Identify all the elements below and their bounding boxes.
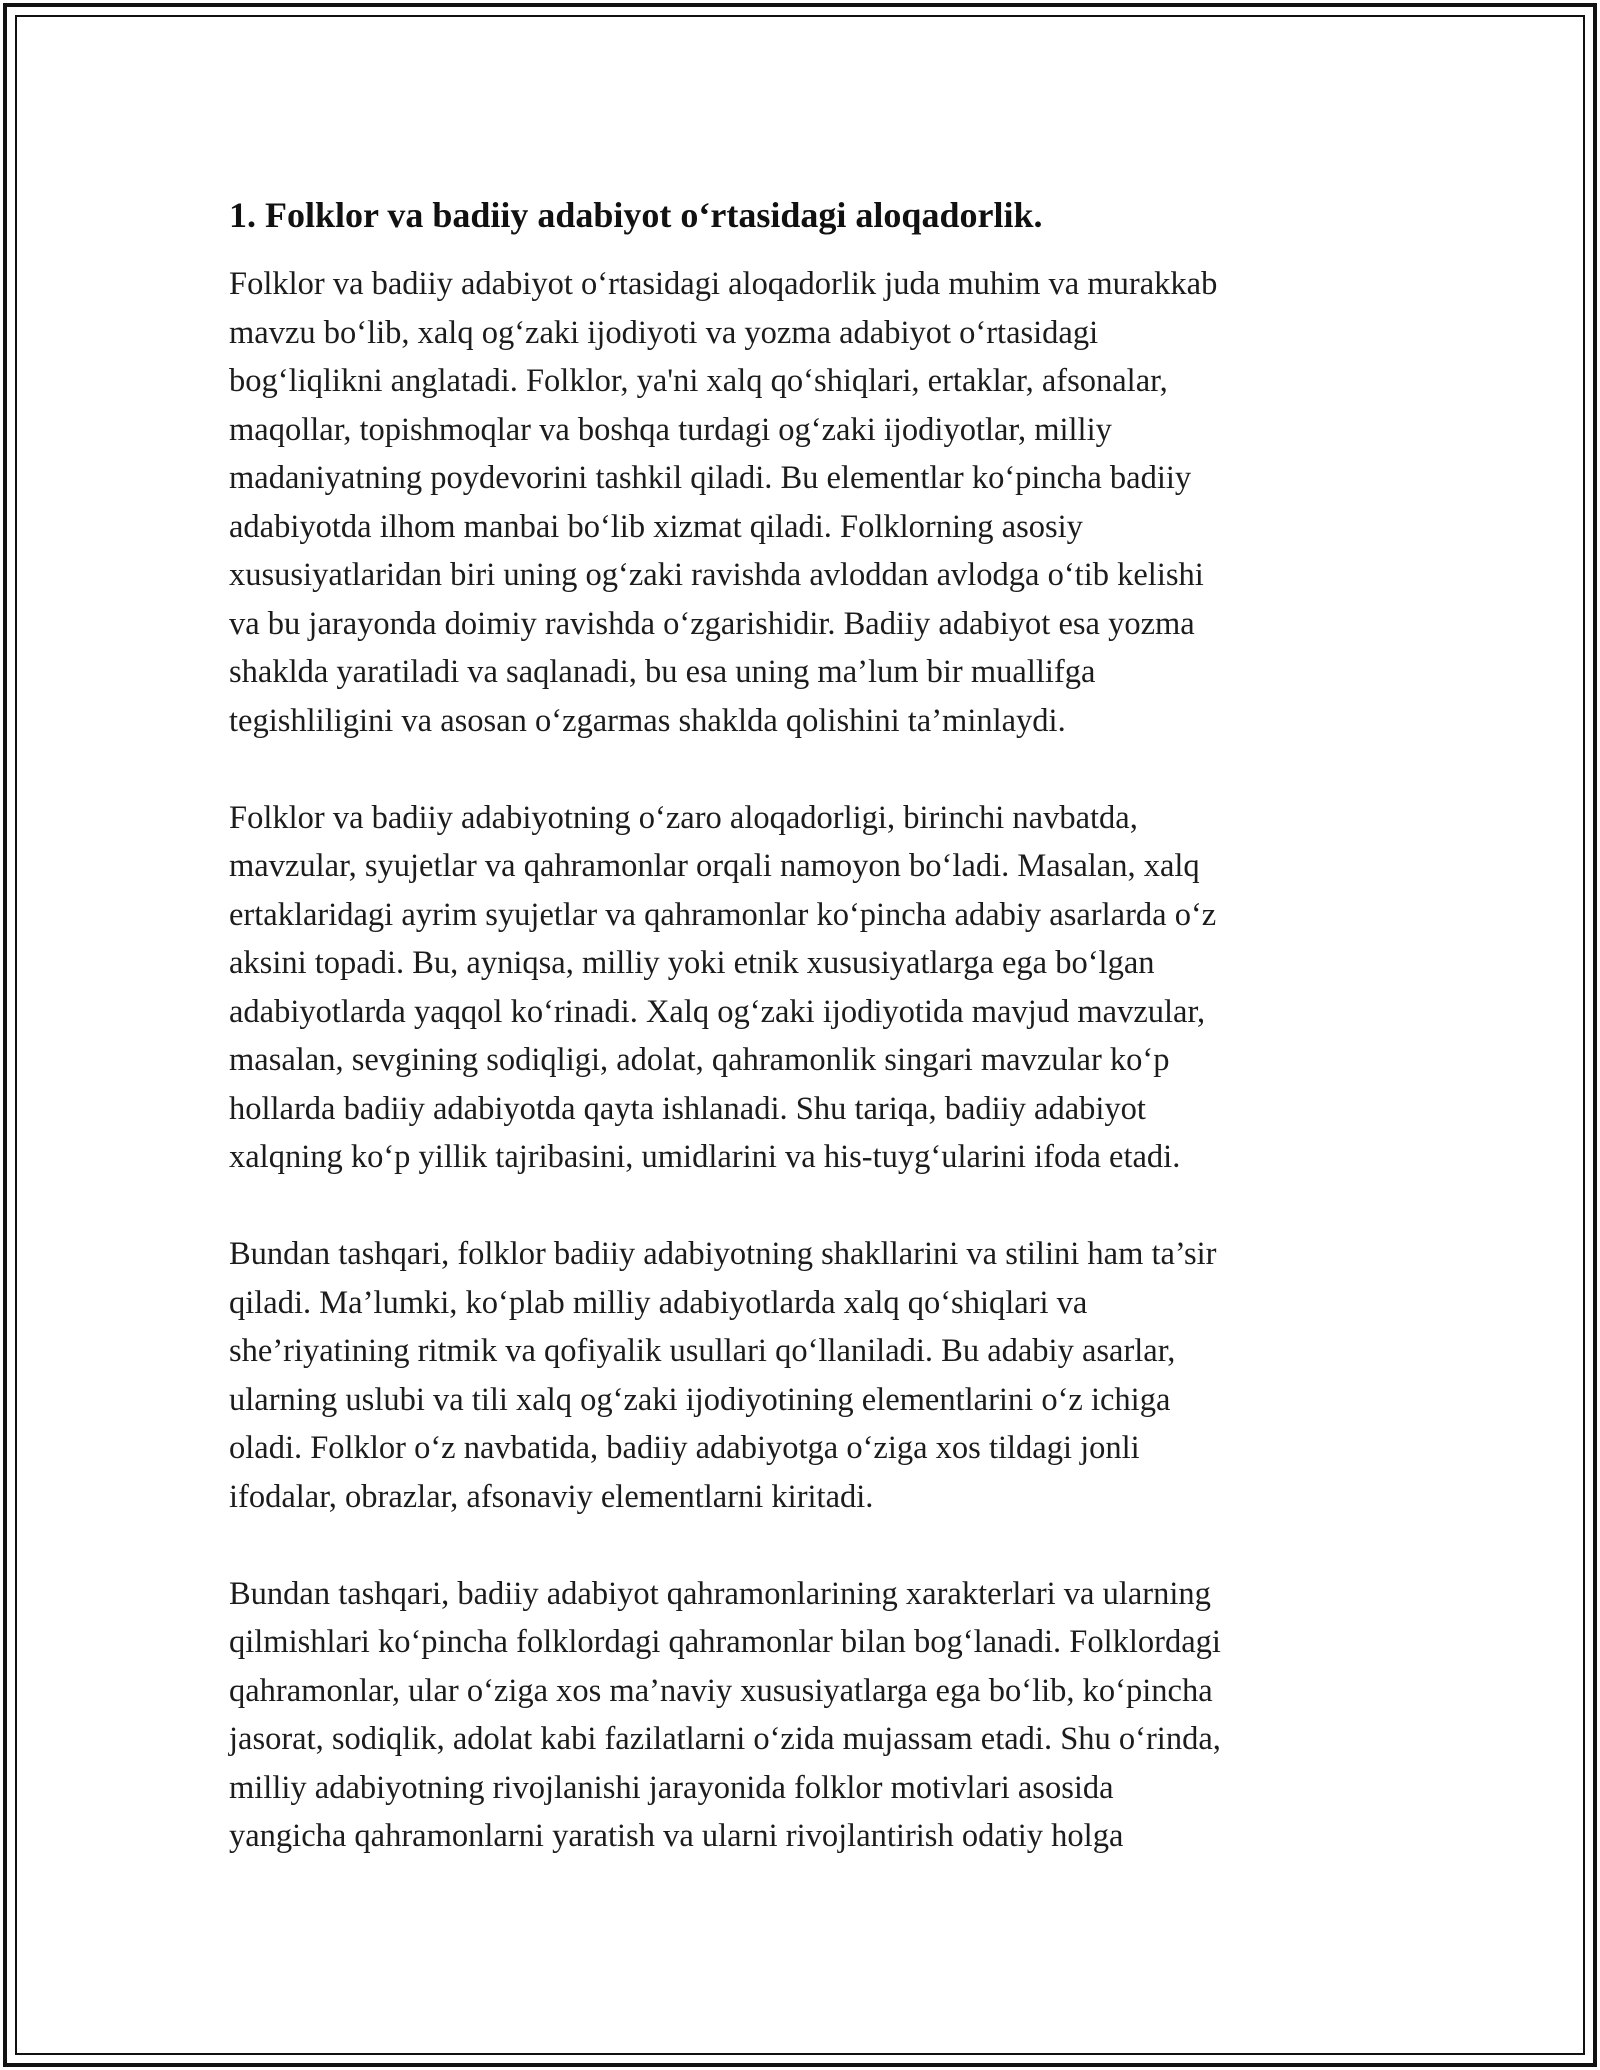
paragraph-line: madaniyatning poydevorini tashkil qiladi. Bu elementlar ko‘pincha badiiy [229,460,1192,496]
paragraph-line: Bundan tashqari, badiiy adabiyot qahramonlarining xarakterlari va ularning [229,1575,1211,1612]
section-title: 1. Folklor va badiiy adabiyot o‘rtasidagi aloqadorlik. [229,195,1043,235]
paragraph-line: milliy adabiyotning rivojlanishi jarayonida folklor motivlari asosida [229,1769,1114,1806]
paragraph-line: hollarda badiiy adabiyotda qayta ishlanadi. Shu tariqa, badiiy adabiyot [229,1090,1146,1127]
paragraph-line: va bu jarayonda doimiy ravishda o‘zgarishidir. Badiiy adabiyot esa yozma [229,605,1195,642]
paragraph-line: adabiyotlarda yaqqol ko‘rinadi. Xalq og‘zaki ijodiyotida mavjud mavzular, [229,993,1206,1030]
body-paragraph [229,260,1379,745]
paragraph-line: ularning uslubi va tili xalq og‘zaki ijodiyotining elementlarini o‘z ichiga [229,1381,1171,1418]
paragraph-line: bog‘liqlikni anglatadi. Folklor, ya'ni xalq qo‘shiqlari, ertaklar, afsonalar, [229,363,1168,399]
paragraph-container [229,260,1379,1861]
paragraph-line: xalqning ko‘p yillik tajribasini, umidlarini va his-tuyg‘ularini ifoda etadi. [229,1139,1181,1175]
document-body [229,190,1379,1909]
paragraph-line: ertaklaridagi ayrim syujetlar va qahramonlar ko‘pincha adabiy asarlarda o‘z [229,896,1217,933]
paragraph-line: mavzu bo‘lib, xalq og‘zaki ijodiyoti va yozma adabiyot o‘rtasidagi [229,314,1099,351]
body-paragraph [229,1570,1379,1861]
paragraph-line: tegishliligini va asosan o‘zgarmas shaklda qolishini ta’minlaydi. [229,702,1066,739]
paragraph-line: mavzular, syujetlar va qahramonlar orqali namoyon bo‘ladi. Masalan, xalq [229,848,1200,884]
paragraph-line: xususiyatlaridan biri uning og‘zaki ravishda avloddan avlodga o‘tib kelishi [229,557,1204,593]
body-paragraph [229,794,1379,1182]
paragraph-line: oladi. Folklor o‘z navbatida, badiiy adabiyotga o‘ziga xos tildagi jonli [229,1430,1140,1466]
paragraph-line: shaklda yaratiladi va saqlanadi, bu esa uning ma’lum bir muallifga [229,654,1096,690]
paragraph-line: she’riyatining ritmik va qofiyalik usullari qo‘llaniladi. Bu adabiy asarlar, [229,1333,1176,1369]
paragraph-line: Folklor va badiiy adabiyot o‘rtasidagi aloqadorlik juda muhim va murakkab [229,266,1218,302]
paragraph-line: aksini topadi. Bu, ayniqsa, milliy yoki etnik xususiyatlarga ega bo‘lgan [229,945,1155,981]
paragraph-line: Folklor va badiiy adabiyotning o‘zaro aloqadorligi, birinchi navbatda, [229,799,1138,836]
paragraph-line: maqollar, topishmoqlar va boshqa turdagi og‘zaki ijodiyotlar, milliy [229,411,1112,448]
paragraph-line: yangicha qahramonlarni yaratish va ularni rivojlantirish odatiy holga [229,1818,1124,1854]
paragraph-line: qahramonlar, ular o‘ziga xos ma’naviy xususiyatlarga ega bo‘lib, ko‘pincha [229,1672,1213,1709]
body-paragraph [229,1230,1379,1521]
paragraph-line: qilmishlari ko‘pincha folklordagi qahramonlar bilan bog‘lanadi. Folklordagi [229,1624,1221,1660]
paragraph-line: qiladi. Ma’lumki, ko‘plab milliy adabiyotlarda xalq qo‘shiqlari va [229,1284,1088,1321]
paragraph-line: masalan, sevgining sodiqligi, adolat, qahramonlik singari mavzular ko‘p [229,1042,1170,1078]
paragraph-line: ifodalar, obrazlar, afsonaviy elementlarni kiritadi. [229,1478,874,1515]
paragraph-line: jasorat, sodiqlik, adolat kabi fazilatlarni o‘zida mujassam etadi. Shu o‘rinda, [229,1721,1221,1757]
paragraph-line: Bundan tashqari, folklor badiiy adabiyotning shakllarini va stilini ham ta’sir [229,1236,1217,1272]
paragraph-line: adabiyotda ilhom manbai bo‘lib xizmat qiladi. Folklorning asosiy [229,508,1083,545]
